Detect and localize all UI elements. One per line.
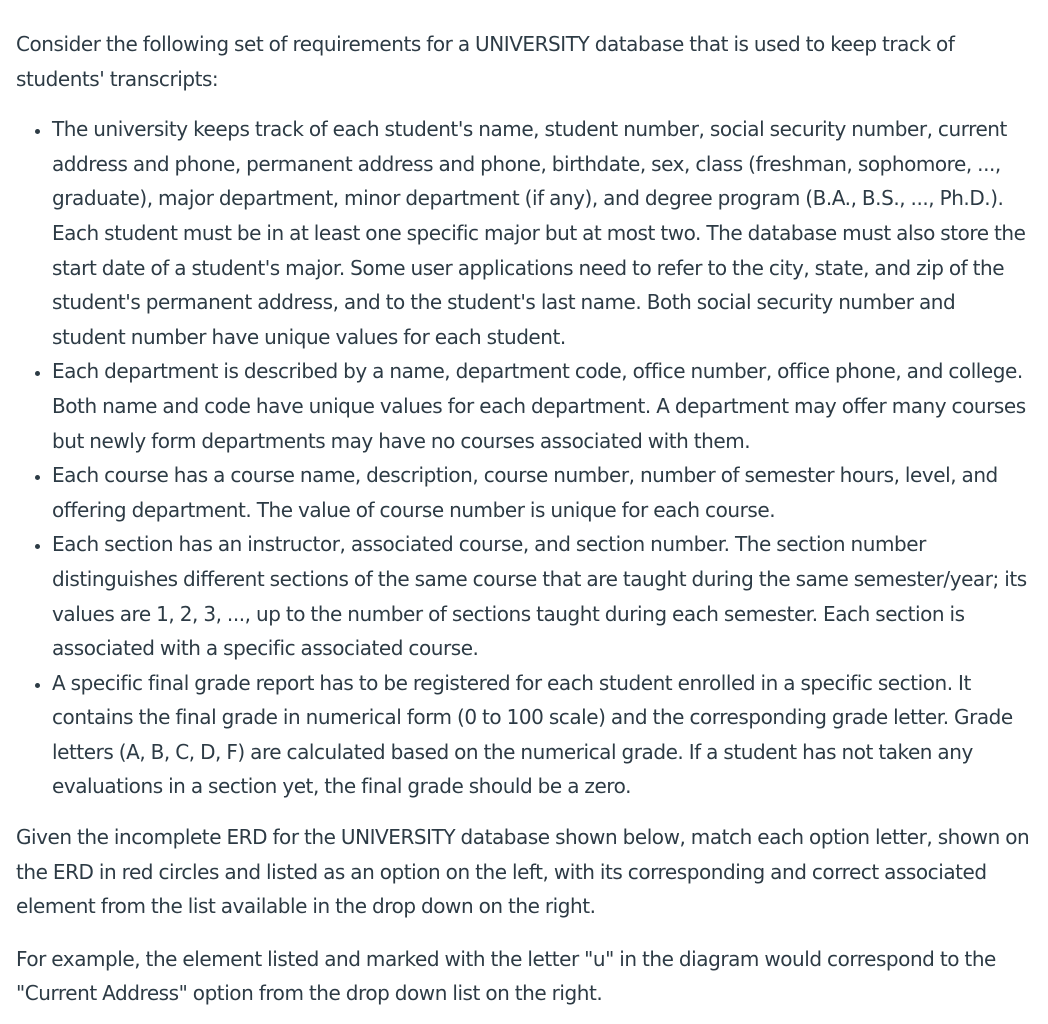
requirement-department: • Each department is described by a name, department code, office number, office phone, and college. Both name and code have unique values for each department. A department may offer many courses but newly form departments may have no courses associated with them. xyxy=(52,354,1032,458)
instructions-paragraph: Given the incomplete ERD for the UNIVERSITY database shown below, match each option letter, shown on the ERD in red circles and listed as an option on the left, with its corresponding and correct associated element from the list available in the drop down on the right. xyxy=(16,825,1030,919)
intro-paragraph: Consider the following set of requirements for a UNIVERSITY database that is used to keep track of students' transcripts: xyxy=(16,32,955,91)
requirement-student: • The university keeps track of each student's name, student number, social security number, current address and phone, permanent address and phone, birthdate, sex, class (freshman, sophomore, ..., graduate), major department, minor department (if any), and degree program (B.A., B.S., ..., Ph.D.). Each student must be in at least one specific major but at most two. The database must also store the start date of a student's major. Some user applications need to refer to the city, state, and zip of the student's permanent address, and to the student's last name. Both social security number and student number have unique values for each student. xyxy=(52,112,1032,354)
requirement-grade-report: • A specific final grade report has to be registered for each student enrolled in a specific section. It contains the final grade in numerical form (0 to 100 scale) and the corresponding grade letter. Grade letters (A, B, C, D, F) are calculated based on the numerical grade. If a student has not taken any evaluations in a section yet, the final grade should be a zero. xyxy=(52,666,1032,804)
requirement-course: • Each course has a course name, description, course number, number of semester hours, level, and offering department. The value of course number is unique for each course. xyxy=(52,458,1032,527)
requirements-list xyxy=(16,112,1032,804)
requirement-section: • Each section has an instructor, associated course, and section number. The section number distinguishes different sections of the same course that are taught during the same semester/year; its values are 1, 2, 3, ..., up to the number of sections taught during each semester. Each section is associated with a specific associated course. xyxy=(52,527,1032,665)
example-paragraph: For example, the element listed and marked with the letter "u" in the diagram would correspond to the "Current Address" option from the drop down list on the right. xyxy=(16,946,996,1006)
